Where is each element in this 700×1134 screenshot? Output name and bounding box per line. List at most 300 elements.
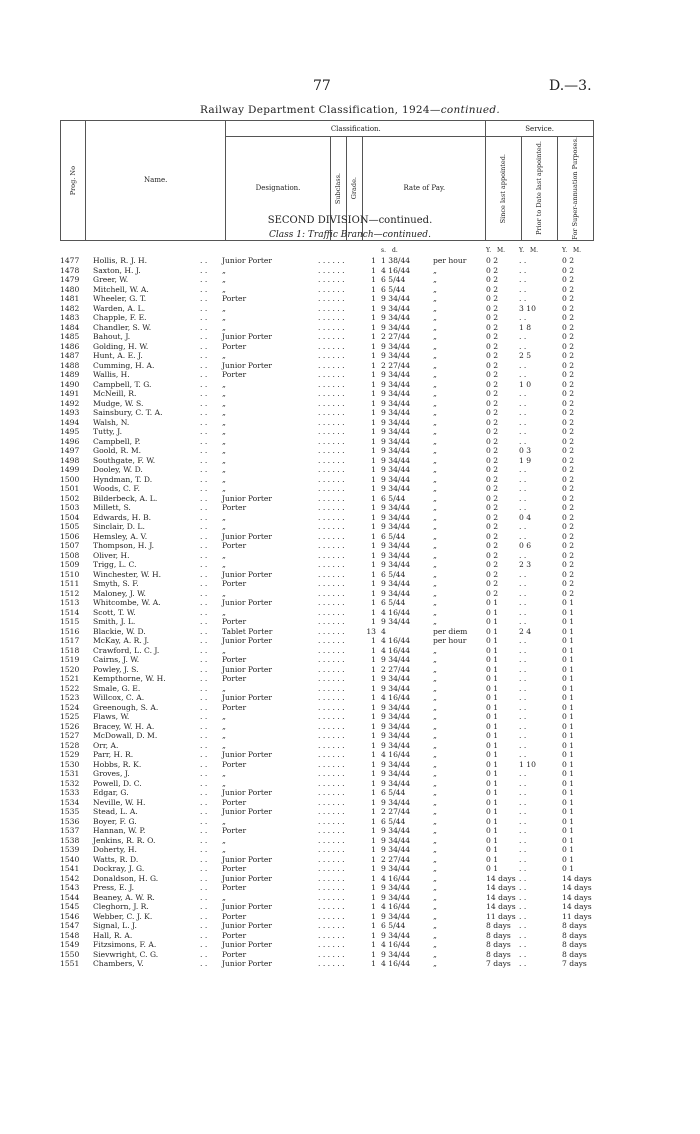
table-row xyxy=(0,950,700,960)
cell-d: „ xyxy=(222,740,226,750)
cell-s: 1 xyxy=(371,864,376,873)
cell-name: Sinclair, D. L. xyxy=(93,522,145,531)
cell-a: 0 2 xyxy=(486,503,499,512)
cell-a: 0 2 xyxy=(486,322,499,332)
cell-n: 1538 xyxy=(60,835,80,845)
leader-dots: . . xyxy=(200,560,208,569)
cell-p: „ xyxy=(433,588,437,598)
cell-a: 0 2 xyxy=(486,446,499,455)
cell-s: 1 xyxy=(371,911,376,921)
cell-n: 1528 xyxy=(60,740,80,750)
cell-a: 8 days xyxy=(486,930,511,940)
cell-s: 1 xyxy=(371,531,376,541)
class-heading: Class 1: Traffic Branch—continued. xyxy=(269,230,431,240)
cell-n: 1517 xyxy=(60,636,80,645)
leader-dots: . . . . . . xyxy=(318,579,345,588)
table-row xyxy=(0,446,700,456)
cell-c: 11 days xyxy=(562,911,592,921)
cell-c: 8 days xyxy=(562,949,587,959)
cell-d: „ xyxy=(222,607,226,617)
cell-r: 4 16/44 xyxy=(381,693,411,702)
cell-name: Hannan, W. P. xyxy=(93,826,146,835)
cell-p: „ xyxy=(433,265,437,275)
cell-p: per diem xyxy=(433,626,468,636)
cell-r: 4 16/44 xyxy=(381,873,411,883)
cell-n: 1483 xyxy=(60,313,80,322)
cell-s: 1 xyxy=(371,465,376,474)
cell-b: 0 4 xyxy=(519,512,532,522)
cell-c: 0 2 xyxy=(562,303,575,313)
cell-p: „ xyxy=(433,750,437,759)
cell-p: „ xyxy=(433,389,437,398)
cell-b: . . xyxy=(519,721,527,731)
leader-dots: . . . . . . xyxy=(318,427,345,436)
cell-d: Porter xyxy=(222,341,247,351)
cell-s: 1 xyxy=(371,712,376,721)
leader-dots: . . . . . . xyxy=(318,731,345,740)
cell-name: Hall, R. A. xyxy=(93,930,133,940)
leader-dots: . . . . . . xyxy=(318,598,345,607)
cell-s: 1 xyxy=(371,636,376,645)
cell-a: 0 1 xyxy=(486,769,499,778)
cell-d: Porter xyxy=(222,759,247,769)
cell-c: 0 2 xyxy=(562,265,575,275)
cell-b: . . xyxy=(519,797,527,807)
table-row xyxy=(0,541,700,551)
leader-dots: . . xyxy=(200,265,208,275)
leader-dots: . . xyxy=(200,930,208,940)
cell-c: 0 1 xyxy=(562,807,575,816)
cell-n: 1481 xyxy=(60,294,80,303)
leader-dots: . . . . . . xyxy=(318,636,345,645)
leader-dots: . . . . . . xyxy=(318,351,345,360)
table-row xyxy=(0,646,700,656)
cell-b: . . xyxy=(519,854,527,864)
cell-r: 9 34/44 xyxy=(381,674,411,683)
leader-dots: . . . . . . xyxy=(318,455,345,465)
cell-b: . . xyxy=(519,265,527,275)
header-super: For Super-annuation Purposes. xyxy=(558,137,594,241)
cell-a: 0 2 xyxy=(486,294,499,303)
cell-a: 0 1 xyxy=(486,826,499,835)
cell-s: 1 xyxy=(371,341,376,351)
cell-r: 9 34/44 xyxy=(381,313,411,322)
cell-r: 9 34/44 xyxy=(381,322,411,332)
cell-s: 1 xyxy=(371,256,376,265)
leader-dots: . . xyxy=(200,883,208,892)
table-row xyxy=(0,817,700,827)
leader-dots: . . . . . . xyxy=(318,940,345,949)
cell-s: 1 xyxy=(371,446,376,455)
cell-c: 14 days xyxy=(562,883,592,892)
cell-d: Junior Porter xyxy=(222,332,273,341)
cell-name: Doherty, H. xyxy=(93,845,137,854)
cell-a: 0 1 xyxy=(486,617,499,626)
cell-a: 0 2 xyxy=(486,379,499,389)
cell-d: Porter xyxy=(222,503,247,512)
leader-dots: . . . . . . xyxy=(318,759,345,769)
cell-r: 9 34/44 xyxy=(381,892,411,902)
leader-dots: . . . . . . xyxy=(318,626,345,636)
cell-c: 0 2 xyxy=(562,313,575,322)
leader-dots: . . xyxy=(200,645,208,655)
cell-d: „ xyxy=(222,474,226,484)
cell-p: „ xyxy=(433,531,437,541)
cell-d: Junior Porter xyxy=(222,693,273,702)
cell-b: . . xyxy=(519,588,527,598)
cell-p: „ xyxy=(433,560,437,569)
cell-s: 1 xyxy=(371,693,376,702)
cell-s: 1 xyxy=(371,835,376,845)
cell-n: 1482 xyxy=(60,303,80,313)
cell-b: . . xyxy=(519,370,527,379)
unit-d: d. xyxy=(392,247,398,254)
table-row xyxy=(0,883,700,893)
cell-r: 6 5/44 xyxy=(381,598,406,607)
cell-name: Campbell, P. xyxy=(93,436,141,446)
leader-dots: . . . . . . xyxy=(318,788,345,797)
cell-p: „ xyxy=(433,759,437,769)
table-row xyxy=(0,313,700,323)
cell-r: 9 34/44 xyxy=(381,655,411,664)
cell-n: 1514 xyxy=(60,607,80,617)
cell-n: 1502 xyxy=(60,493,80,503)
leader-dots: . . xyxy=(200,484,208,493)
cell-c: 7 days xyxy=(562,959,587,968)
cell-n: 1479 xyxy=(60,275,80,284)
cell-s: 1 xyxy=(371,655,376,664)
leader-dots: . . . . . . xyxy=(318,474,345,484)
cell-s: 1 xyxy=(371,769,376,778)
cell-p: per hour xyxy=(433,636,467,645)
cell-p: „ xyxy=(433,788,437,797)
cell-r: 9 34/44 xyxy=(381,778,411,788)
leader-dots: . . xyxy=(200,797,208,807)
cell-s: 1 xyxy=(371,474,376,484)
cell-c: 0 2 xyxy=(562,484,575,493)
cell-b: . . xyxy=(519,816,527,826)
cell-s: 1 xyxy=(371,370,376,379)
cell-n: 1544 xyxy=(60,892,80,902)
leader-dots: . . xyxy=(200,607,208,617)
cell-p: „ xyxy=(433,484,437,493)
cell-r: 9 34/44 xyxy=(381,474,411,484)
cell-name: Golding, H. W. xyxy=(93,341,149,351)
cell-s: 1 xyxy=(371,883,376,892)
cell-c: 0 2 xyxy=(562,408,575,417)
table-row xyxy=(0,655,700,665)
cell-c: 0 2 xyxy=(562,465,575,474)
cell-a: 8 days xyxy=(486,949,511,959)
cell-a: 0 1 xyxy=(486,778,499,788)
cell-c: 0 2 xyxy=(562,379,575,389)
cell-c: 0 2 xyxy=(562,531,575,541)
cell-n: 1519 xyxy=(60,655,80,664)
cell-b: . . xyxy=(519,940,527,949)
cell-a: 14 days xyxy=(486,873,516,883)
cell-name: Jenkins, R. R. O. xyxy=(93,835,156,845)
cell-d: „ xyxy=(222,455,226,465)
leader-dots: . . xyxy=(200,398,208,408)
cell-s: 1 xyxy=(371,645,376,655)
table-row xyxy=(0,598,700,608)
leader-dots: . . . . . . xyxy=(318,721,345,731)
leader-dots: . . xyxy=(200,702,208,712)
cell-s: 1 xyxy=(371,940,376,949)
cell-r: 9 34/44 xyxy=(381,740,411,750)
cell-n: 1529 xyxy=(60,750,80,759)
cell-name: Thompson, H. J. xyxy=(93,541,155,550)
leader-dots: . . xyxy=(200,664,208,674)
cell-r: 9 34/44 xyxy=(381,503,411,512)
cell-n: 1504 xyxy=(60,512,80,522)
cell-s: 1 xyxy=(371,265,376,275)
table-row xyxy=(0,931,700,941)
cell-r: 9 34/44 xyxy=(381,721,411,731)
cell-c: 0 2 xyxy=(562,360,575,370)
leader-dots: . . . . . . xyxy=(318,902,345,911)
cell-p: „ xyxy=(433,655,437,664)
cell-s: 1 xyxy=(371,873,376,883)
cell-d: „ xyxy=(222,892,226,902)
cell-b: . . xyxy=(519,550,527,560)
unit-s: s. xyxy=(381,247,386,254)
cell-n: 1506 xyxy=(60,531,80,541)
cell-s: 1 xyxy=(371,484,376,493)
leader-dots: . . xyxy=(200,721,208,731)
cell-a: 0 2 xyxy=(486,389,499,398)
cell-p: „ xyxy=(433,465,437,474)
table-row xyxy=(0,836,700,846)
cell-s: 1 xyxy=(371,759,376,769)
cell-r: 9 34/44 xyxy=(381,883,411,892)
cell-a: 0 2 xyxy=(486,360,499,370)
cell-d: Junior Porter xyxy=(222,788,273,797)
cell-s: 13 xyxy=(366,626,376,636)
leader-dots: . . . . . . xyxy=(318,712,345,721)
leader-dots: . . . . . . xyxy=(318,911,345,921)
cell-d: Porter xyxy=(222,826,247,835)
leader-dots: . . . . . . xyxy=(318,845,345,854)
leader-dots: . . . . . . xyxy=(318,683,345,693)
cell-s: 1 xyxy=(371,959,376,968)
cell-n: 1537 xyxy=(60,826,80,835)
cell-p: „ xyxy=(433,550,437,560)
cell-r: 9 34/44 xyxy=(381,731,411,740)
cell-r: 9 34/44 xyxy=(381,835,411,845)
cell-name: McNeill, R. xyxy=(93,389,137,398)
cell-s: 1 xyxy=(371,807,376,816)
header-rate: Rate of Pay. xyxy=(363,137,486,241)
cell-b: . . xyxy=(519,807,527,816)
cell-c: 0 2 xyxy=(562,341,575,351)
table-row xyxy=(0,769,700,779)
table-row xyxy=(0,380,700,390)
cell-p: „ xyxy=(433,740,437,750)
table-row xyxy=(0,332,700,342)
cell-d: „ xyxy=(222,835,226,845)
cell-p: „ xyxy=(433,835,437,845)
leader-dots: . . . . . . xyxy=(318,341,345,351)
cell-n: 1491 xyxy=(60,389,80,398)
cell-b: 1 9 xyxy=(519,455,532,465)
cell-name: Stead, L. A. xyxy=(93,807,138,816)
cell-c: 0 1 xyxy=(562,816,575,826)
cell-n: 1525 xyxy=(60,712,80,721)
cell-d: Junior Porter xyxy=(222,493,273,503)
cell-n: 1524 xyxy=(60,702,80,712)
table-row xyxy=(0,731,700,741)
cell-n: 1494 xyxy=(60,417,80,427)
cell-n: 1527 xyxy=(60,731,80,740)
leader-dots: . . xyxy=(200,275,208,284)
leader-dots: . . xyxy=(200,598,208,607)
cell-b: . . xyxy=(519,674,527,683)
leader-dots: . . . . . . xyxy=(318,360,345,370)
cell-a: 0 1 xyxy=(486,655,499,664)
leader-dots: . . xyxy=(200,617,208,626)
cell-name: Oliver, H. xyxy=(93,550,130,560)
leader-dots: . . xyxy=(200,550,208,560)
leader-dots: . . . . . . xyxy=(318,256,345,265)
cell-c: 0 2 xyxy=(562,474,575,484)
table-row xyxy=(0,370,700,380)
cell-name: Trigg, L. C. xyxy=(93,560,137,569)
leader-dots: . . xyxy=(200,408,208,417)
cell-name: Dooley, W. D. xyxy=(93,465,143,474)
table-row xyxy=(0,940,700,950)
cell-b: . . xyxy=(519,474,527,484)
cell-name: Campbell, T. G. xyxy=(93,379,152,389)
cell-c: 14 days xyxy=(562,873,592,883)
cell-d: Porter xyxy=(222,930,247,940)
cell-r: 9 34/44 xyxy=(381,949,411,959)
cell-s: 1 xyxy=(371,607,376,617)
leader-dots: . . . . . . xyxy=(318,275,345,284)
cell-r: 4 xyxy=(381,626,386,636)
leader-dots: . . xyxy=(200,389,208,398)
cell-c: 0 2 xyxy=(562,436,575,446)
cell-d: „ xyxy=(222,265,226,275)
cell-a: 0 1 xyxy=(486,607,499,617)
cell-a: 0 2 xyxy=(486,398,499,408)
leader-dots: . . xyxy=(200,816,208,826)
leader-dots: . . . . . . xyxy=(318,512,345,522)
leader-dots: . . . . . . xyxy=(318,398,345,408)
cell-c: 0 1 xyxy=(562,674,575,683)
cell-c: 0 1 xyxy=(562,607,575,617)
cell-p: „ xyxy=(433,702,437,712)
table-row xyxy=(0,294,700,304)
cell-d: „ xyxy=(222,427,226,436)
cell-r: 9 34/44 xyxy=(381,769,411,778)
cell-b: . . xyxy=(519,712,527,721)
leader-dots: . . . . . . xyxy=(318,693,345,702)
leader-dots: . . xyxy=(200,465,208,474)
cell-b: . . xyxy=(519,617,527,626)
cell-c: 0 1 xyxy=(562,740,575,750)
cell-r: 4 16/44 xyxy=(381,902,411,911)
cell-n: 1532 xyxy=(60,778,80,788)
cell-s: 1 xyxy=(371,721,376,731)
leader-dots: . . xyxy=(200,446,208,455)
cell-b: . . xyxy=(519,873,527,883)
cell-r: 6 5/44 xyxy=(381,921,406,930)
leader-dots: . . . . . . xyxy=(318,750,345,759)
leader-dots: . . . . . . xyxy=(318,484,345,493)
cell-s: 1 xyxy=(371,427,376,436)
leader-dots: . . xyxy=(200,712,208,721)
cell-p: „ xyxy=(433,959,437,968)
cell-b: 1 10 xyxy=(519,759,536,769)
cell-n: 1492 xyxy=(60,398,80,408)
table-row xyxy=(0,532,700,542)
cell-b: 0 6 xyxy=(519,541,532,550)
table-row xyxy=(0,921,700,931)
cell-d: „ xyxy=(222,284,226,294)
cell-c: 0 2 xyxy=(562,522,575,531)
cell-b: . . xyxy=(519,284,527,294)
cell-s: 1 xyxy=(371,921,376,930)
cell-p: „ xyxy=(433,417,437,427)
cell-p: „ xyxy=(433,854,437,864)
cell-s: 1 xyxy=(371,303,376,313)
cell-p: „ xyxy=(433,930,437,940)
table-row xyxy=(0,342,700,352)
table-row xyxy=(0,788,700,798)
cell-name: Bilderbeck, A. L. xyxy=(93,493,158,503)
cell-s: 1 xyxy=(371,493,376,503)
cell-p: „ xyxy=(433,503,437,512)
cell-r: 9 34/44 xyxy=(381,617,411,626)
cell-r: 9 34/44 xyxy=(381,341,411,351)
cell-n: 1536 xyxy=(60,816,80,826)
cell-s: 1 xyxy=(371,845,376,854)
cell-b: . . xyxy=(519,731,527,740)
cell-name: Hobbs, R. K. xyxy=(93,759,142,769)
cell-name: Cairns, J. W. xyxy=(93,655,140,664)
cell-r: 9 34/44 xyxy=(381,484,411,493)
cell-name: Press, E. J. xyxy=(93,883,135,892)
leader-dots: . . . . . . xyxy=(318,816,345,826)
cell-r: 9 34/44 xyxy=(381,683,411,693)
cell-r: 6 5/44 xyxy=(381,493,406,503)
cell-r: 9 34/44 xyxy=(381,550,411,560)
leader-dots: . . xyxy=(200,683,208,693)
cell-b: . . xyxy=(519,655,527,664)
leader-dots: . . xyxy=(200,902,208,911)
table-row xyxy=(0,874,700,884)
table-row xyxy=(0,693,700,703)
table-row xyxy=(0,864,700,874)
cell-a: 0 2 xyxy=(486,332,499,341)
cell-n: 1522 xyxy=(60,683,80,693)
cell-d: Porter xyxy=(222,949,247,959)
cell-s: 1 xyxy=(371,892,376,902)
table-row xyxy=(0,399,700,409)
leader-dots: . . . . . . xyxy=(318,550,345,560)
cell-name: Edwards, H. B. xyxy=(93,512,152,522)
cell-name: Bahout, J. xyxy=(93,332,131,341)
table-row xyxy=(0,750,700,760)
cell-n: 1521 xyxy=(60,674,80,683)
cell-a: 0 2 xyxy=(486,531,499,541)
cell-d: „ xyxy=(222,275,226,284)
cell-name: Wheeler, G. T. xyxy=(93,294,147,303)
cell-n: 1503 xyxy=(60,503,80,512)
cell-n: 1498 xyxy=(60,455,80,465)
cell-n: 1501 xyxy=(60,484,80,493)
